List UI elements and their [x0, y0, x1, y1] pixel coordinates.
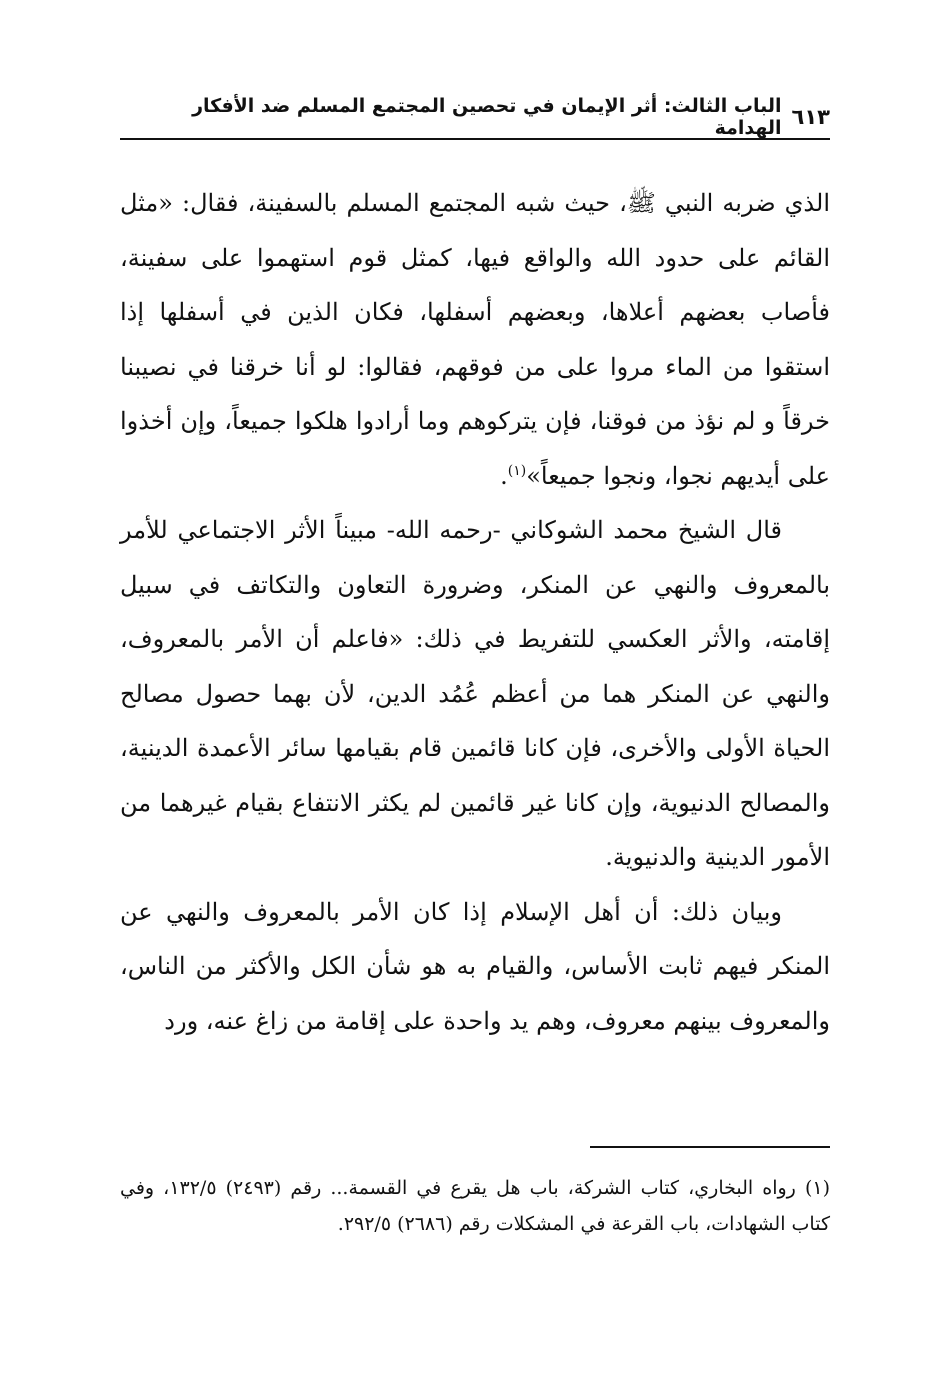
footnote-reference: (١): [507, 462, 527, 479]
main-text: [120, 176, 830, 1048]
footnote-1: (١) رواه البخاري، كتاب الشركة، باب هل يقرع في القسمة... رقم (٢٤٩٣) ١٣٢/٥، وفي كتاب الشهادات، باب القرعة في المشكلات رقم (٢٦٨٦) ٢٩٢/٥.: [120, 1177, 830, 1235]
paragraph-explanation: وبيان ذلك: أن أهل الإسلام إذا كان الأمر بالمعروف والنهي عن المنكر فيهم ثابت الأساس، والقيام به هو شأن الكل والأكثر من الناس، والمعروف بينهم معروف، وهم يد واحدة على إقامة من زاغ عنه، ورد: [120, 897, 830, 1035]
paragraph-text: الذي ضربه النبي ﷺ، حيث شبه المجتمع المسلم بالسفينة، فقال: «مثل القائم على حدود الله والواقع فيها، كمثل قوم استهموا على سفينة، فأصاب بعضهم أعلاها، وبعضهم أسفلها، فكان الذين في أسفلها إذا استقوا من الماء مروا على من فوقهم، فقالوا: لو أنا خرقنا في نصيبنا خرقاً و لم نؤذ من فوقنا، فإن يتركوهم وما أرادوا هلكوا جميعاً، وإن أخذوا على أيديهم نجوا، ونجوا جميعاً»: [120, 189, 831, 490]
chapter-title: الباب الثالث: أثر الإيمان في تحصين المجتمع المسلم ضد الأفكار الهدامة: [192, 95, 782, 139]
paragraph-shawkani: قال الشيخ محمد الشوكاني -رحمه الله- مبيناً الأثر الاجتماعي للأمر بالمعروف والنهي عن المنكر، وضرورة التعاون والتكاتف في سبيل إقامته، والأثر العكسي للتفريط في ذلك: «فاعلم أن الأمر بالمعروف، والنهي عن المنكر هما من أعظم عُمُد الدين، لأن بهما حصول مصالح الحياة الأولى والأخرى، فإن كانا قائمين قام بقيامها سائر الأعمدة الدينية، والمصالح الدنيوية، وإن كانا غير قائمين لم يكثر الانتفاع بقيام غيرهما من الأمور الدينية والدنيوية.: [120, 516, 830, 871]
footnotes: [120, 1170, 830, 1242]
paragraph-end: .: [500, 461, 508, 490]
footnote-separator: [590, 1146, 830, 1148]
page-number: ٦١٣: [791, 105, 830, 129]
running-header: [120, 96, 830, 140]
paragraph-hadith: [120, 176, 830, 503]
